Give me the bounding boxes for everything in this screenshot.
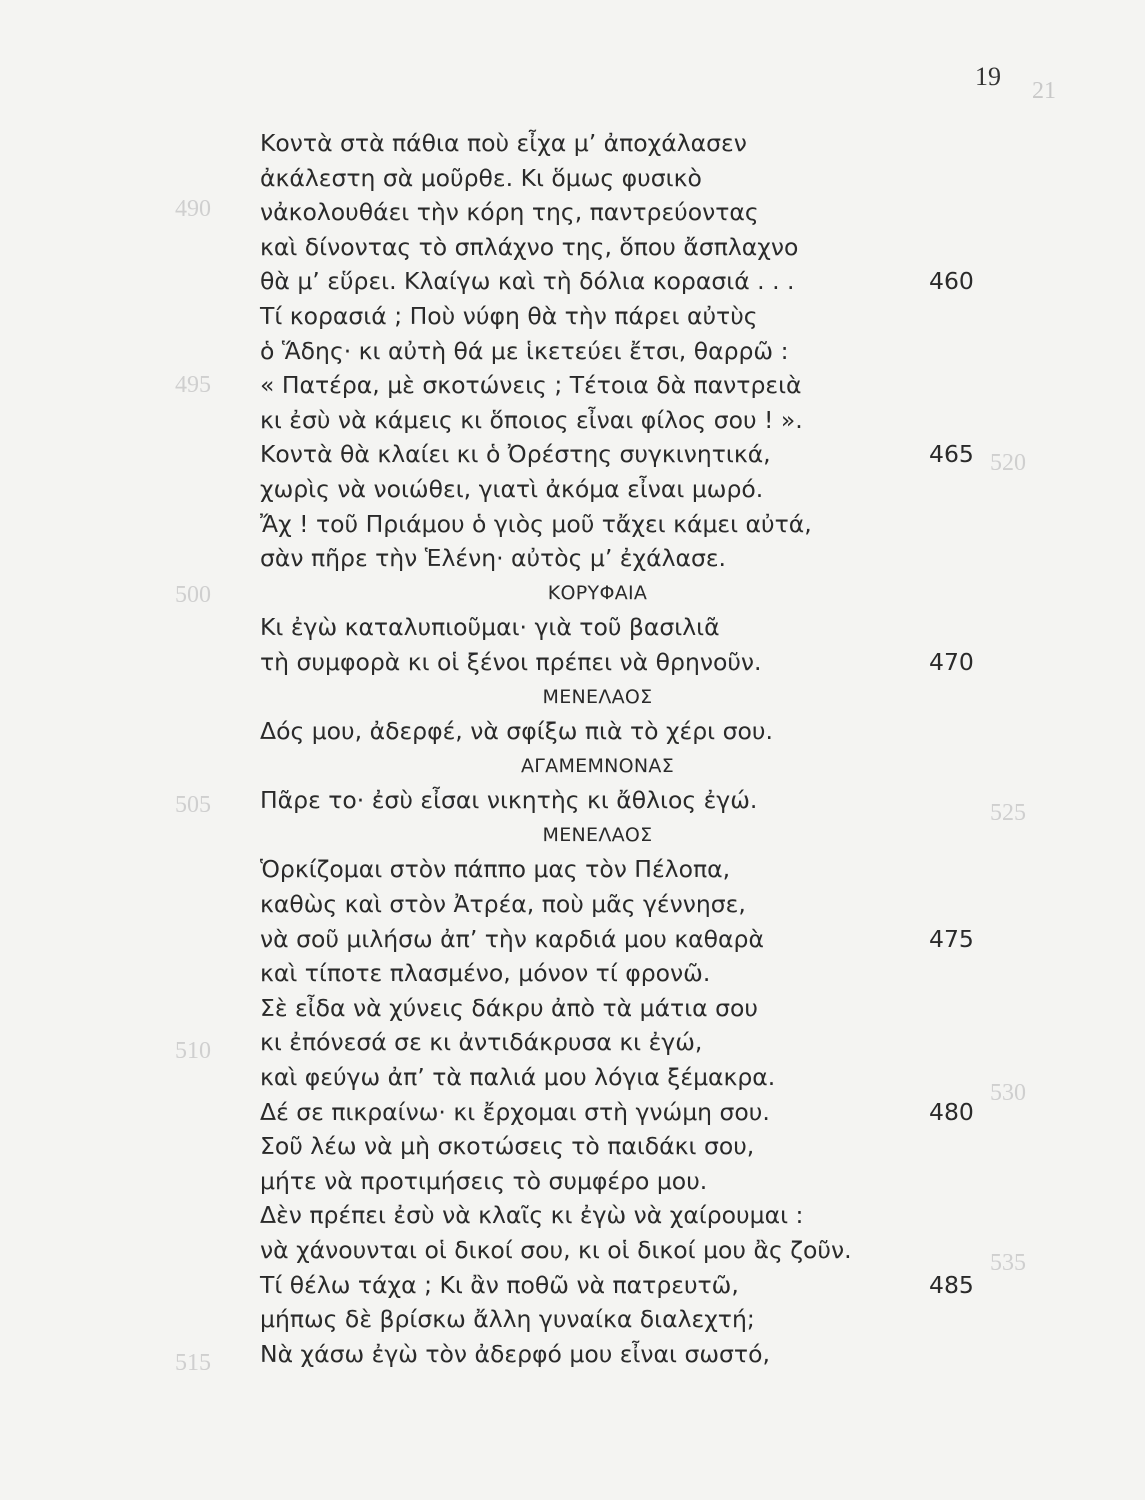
verse-line xyxy=(0,195,1145,230)
verse-text: Ἄχ ! τοῦ Πριάμου ὁ γιὸς μοῦ τἄχει κάμει αὐτά, xyxy=(260,509,812,538)
verse-text: σὰν πῆρε τὴν Ἑλένη· αὐτὸς μ’ ἐχάλασε. xyxy=(260,544,727,573)
speaker-name: ΚΟΡΥΦΑΙΑ xyxy=(547,581,648,604)
verse-line xyxy=(0,714,1145,749)
verse-line xyxy=(0,991,1145,1026)
verse-line xyxy=(0,1095,1145,1130)
bleedthrough-number: 500 xyxy=(175,582,211,608)
verse-line xyxy=(0,126,1145,161)
verse-text: Ὁρκίζομαι στὸν πάππο μας τὸν Πέλοπα, xyxy=(260,855,731,884)
verse-line xyxy=(0,1233,1145,1268)
verse-text: Πᾶρε το· ἐσὺ εἶσαι νικητὴς κι ἄθλιος ἐγώ. xyxy=(260,786,758,815)
bleedthrough-number: 490 xyxy=(175,196,211,222)
line-number: 480 xyxy=(929,1097,974,1126)
verse-line xyxy=(0,1025,1145,1060)
verse-text: Δός μου, ἀδερφέ, νὰ σφίξω πιὰ τὸ χέρι σου. xyxy=(260,717,773,746)
verse-text: χωρὶς νὰ νοιώθει, γιατὶ ἀκόμα εἶναι μωρό. xyxy=(260,474,764,503)
bleedthrough-number: 505 xyxy=(175,792,211,818)
verse-text: Δέ σε πικραίνω· κι ἔρχομαι στὴ γνώμη σου. xyxy=(260,1097,770,1126)
verse-text: νὰ σοῦ μιλήσω ἀπ’ τὴν καρδιά μου καθαρὰ xyxy=(260,924,764,953)
verse-text: Κοντὰ στὰ πάθια ποὺ εἶχα μ’ ἀποχάλασεν xyxy=(260,129,747,157)
verse-text: νἀκολουθάει τὴν κόρη της, παντρεύοντας xyxy=(260,198,759,227)
verse-text: Σὲ εἶδα νὰ χύνεις δάκρυ ἀπὸ τὰ μάτια σου xyxy=(260,993,758,1022)
bleedthrough-number: 495 xyxy=(175,372,211,398)
verse-text: « Πατέρα, μὲ σκοτώνεις ; Τέτοια δὰ παντρειὰ xyxy=(260,371,802,400)
speaker-name: ΑΓΑΜΕΜΝΟΝΑΣ xyxy=(520,754,675,777)
verse-line xyxy=(0,887,1145,922)
verse-line xyxy=(0,956,1145,991)
verse-text: Νὰ χάσω ἐγὼ τὸν ἀδερφό μου εἶναι σωστό, xyxy=(260,1339,770,1368)
verse-text: Κι ἐγὼ καταλυπιοῦμαι· γιὰ τοῦ βασιλιᾶ xyxy=(260,613,720,642)
verse-line xyxy=(0,230,1145,265)
verse-text: ἀκάλεστη σὰ μοῦρθε. Κι ὅμως φυσικὸ xyxy=(260,163,702,192)
verse-line xyxy=(0,1060,1145,1095)
verse-line xyxy=(0,541,1145,576)
verse-line xyxy=(0,264,1145,299)
verse-text: καὶ δίνοντας τὸ σπλάχνο της, ὅπου ἄσπλαχνο xyxy=(260,232,799,261)
verse-line xyxy=(0,922,1145,957)
verse-text: ὁ Ἅδης· κι αὐτὴ θά με ἱκετεύει ἔτσι, θαρρῶ : xyxy=(260,336,789,365)
verse-line xyxy=(0,645,1145,680)
verse-line xyxy=(0,299,1145,334)
verse-text: καθὼς καὶ στὸν Ἀτρέα, ποὺ μᾶς γέννησε, xyxy=(260,890,746,919)
verse-line xyxy=(0,1129,1145,1164)
verse-line xyxy=(0,437,1145,472)
line-number: 470 xyxy=(929,647,974,676)
line-number: 475 xyxy=(929,924,974,953)
speaker-heading xyxy=(0,818,1145,853)
verse-text: κι ἐσὺ νὰ κάμεις κι ὅποιος εἶναι φίλος σου ! ». xyxy=(260,405,803,434)
verse-text: καὶ τίποτε πλασμένο, μόνον τί φρονῶ. xyxy=(260,959,711,988)
bleedthrough-number: 515 xyxy=(175,1350,211,1376)
verse-line xyxy=(0,1268,1145,1303)
bleedthrough-text: 21 xyxy=(1032,78,1056,104)
verse-line xyxy=(0,161,1145,196)
verse-line xyxy=(0,334,1145,369)
verse-line xyxy=(0,472,1145,507)
bleedthrough-number: 510 xyxy=(175,1038,211,1064)
verse-line xyxy=(0,507,1145,542)
verse-text: μήπως δὲ βρίσκω ἄλλη γυναίκα διαλεχτή; xyxy=(260,1305,755,1334)
verse-line xyxy=(0,1164,1145,1199)
page-number: 19 xyxy=(975,62,1001,91)
bleedthrough-number: 525 xyxy=(990,800,1026,826)
verse-text: Κοντὰ θὰ κλαίει κι ὁ Ὀρέστης συγκινητικά, xyxy=(260,440,771,469)
verse-line xyxy=(0,1198,1145,1233)
verse-text: Δὲν πρέπει ἐσὺ νὰ κλαῖς κι ἐγὼ νὰ χαίρουμαι : xyxy=(260,1201,804,1230)
verse-text: μήτε νὰ προτιμήσεις τὸ συμφέρο μου. xyxy=(260,1166,708,1195)
verse-line xyxy=(0,403,1145,438)
verse-text: Τί θέλω τάχα ; Κι ἂν ποθῶ νὰ πατρευτῶ, xyxy=(260,1270,739,1299)
verse-text: τὴ συμφορὰ κι οἱ ξένοι πρέπει νὰ θρηνοῦν. xyxy=(260,647,762,676)
line-number: 460 xyxy=(929,267,974,296)
verse-text: νὰ χάνουνται οἱ δικοί σου, κι οἱ δικοί μου ἂς ζοῦν. xyxy=(260,1236,852,1264)
speaker-heading xyxy=(0,576,1145,611)
verse-text: θὰ μ’ εὕρει. Κλαίγω καὶ τὴ δόλια κορασιά . . . xyxy=(260,267,795,296)
bleedthrough-number: 520 xyxy=(990,450,1026,476)
verse-text: Τί κορασιά ; Ποὺ νύφη θὰ τὴν πάρει αὐτὺς xyxy=(260,301,758,330)
verse-text: Σοῦ λέω νὰ μὴ σκοτώσεις τὸ παιδάκι σου, xyxy=(260,1132,755,1161)
verse-line xyxy=(0,1337,1145,1372)
verse-text: καὶ φεύγω ἀπ’ τὰ παλιά μου λόγια ξέμακρα. xyxy=(260,1063,776,1092)
bleedthrough-number: 535 xyxy=(990,1250,1026,1276)
speaker-heading xyxy=(0,680,1145,715)
verse-line xyxy=(0,783,1145,818)
speaker-name: ΜΕΝΕΛΑΟΣ xyxy=(542,685,653,708)
line-number: 465 xyxy=(929,440,974,469)
verse-line xyxy=(0,1302,1145,1337)
speaker-name: ΜΕΝΕΛΑΟΣ xyxy=(542,823,653,846)
verse-text: κι ἐπόνεσά σε κι ἀντιδάκρυσα κι ἐγώ, xyxy=(260,1028,703,1057)
verse-block xyxy=(0,126,1145,1371)
bleedthrough-number: 530 xyxy=(990,1080,1026,1106)
verse-line xyxy=(0,852,1145,887)
verse-line xyxy=(0,368,1145,403)
speaker-heading xyxy=(0,749,1145,784)
verse-line xyxy=(0,610,1145,645)
line-number: 485 xyxy=(929,1270,974,1299)
